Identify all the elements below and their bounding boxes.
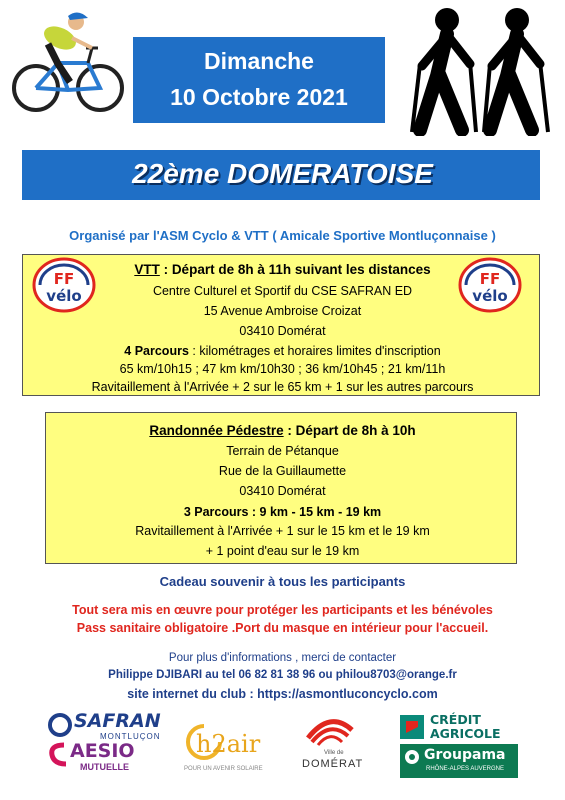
vtt-departure: Départ de 8h à 11h suivant les distances	[171, 262, 431, 277]
covid-line-1: Tout sera mis en œuvre pour protéger les participants et les bénévoles	[72, 603, 493, 617]
safran-logo	[48, 710, 178, 740]
vtt-heading	[0, 262, 565, 277]
contact-line-2: Philippe DJIBARI au tel 06 82 81 38 96 ou philou8703@orange.fr	[108, 669, 457, 681]
aesio-icon	[46, 742, 68, 768]
covid-line-2: Pass sanitaire obligatoire .Port du masque en intérieur pour l'accueil.	[76, 621, 489, 635]
safran-name: SAFRAN	[74, 710, 161, 732]
contact-line-1: Pour plus d'informations , merci de contacter	[168, 652, 397, 664]
safran-sub: MONTLUÇON	[100, 732, 161, 741]
rando-street: Rue de la Guillaumette	[218, 464, 347, 478]
vtt-address: 15 Avenue Ambroise Croizat	[203, 304, 362, 318]
vtt-parcours	[0, 344, 565, 358]
credit-agricole-logo	[398, 711, 518, 743]
vtt-label: VTT	[134, 262, 160, 277]
groupama-sub: RHÔNE-ALPES AUVERGNE	[426, 766, 505, 772]
event-date: 10 Octobre 2021	[170, 84, 348, 110]
groupama-name: Groupama	[424, 747, 506, 763]
event-date-box	[133, 37, 385, 123]
credit-agricole-icon	[398, 713, 426, 741]
groupama-logo	[400, 744, 518, 778]
domerat-logo	[292, 712, 372, 780]
rando-label: Randonnée Pédestre	[149, 423, 284, 438]
rando-city: 03410 Domérat	[239, 484, 326, 498]
gift-line: Cadeau souvenir à tous les participants	[159, 574, 406, 589]
ville-de: Ville de	[324, 750, 344, 756]
rando-place: Terrain de Pétanque	[226, 444, 339, 458]
velo-text: vélo	[472, 287, 508, 305]
event-day: Dimanche	[204, 48, 314, 74]
rando-sep: :	[283, 423, 296, 438]
rando-ravito: Ravitaillement à l'Arrivée + 1 sur le 15 km et le 19 km	[135, 524, 430, 538]
vtt-sep: :	[159, 262, 172, 277]
ff-text: FF	[53, 270, 75, 288]
h2air-logo	[182, 716, 270, 780]
ca-line1: CRÉDIT	[430, 712, 481, 727]
rando-heading	[0, 423, 565, 438]
domerat-emblem-icon	[300, 712, 360, 746]
vtt-distances: 65 km/10h15 ; 47 km km/10h30 ; 36 km/10h45 ; 21 km/11h	[119, 362, 446, 376]
vtt-place: Centre Culturel et Sportif du CSE SAFRAN ED	[152, 284, 413, 298]
h2air-name: h2air	[196, 730, 261, 758]
rando-parcours: 3 Parcours : 9 km - 15 km - 19 km	[183, 505, 382, 519]
velo-text: vélo	[46, 287, 82, 305]
organizer-line: Organisé par l'ASM Cyclo & VTT ( Amicale Sportive Montluçonnaise )	[69, 228, 496, 243]
ff-text: FF	[479, 270, 501, 288]
groupama-icon	[403, 748, 421, 766]
aesio-logo	[46, 740, 166, 776]
vtt-city: 03410 Domérat	[239, 324, 326, 338]
ca-line2: AGRICOLE	[430, 726, 501, 741]
event-title: 22ème DOMERATOISE	[132, 158, 433, 189]
rando-water: + 1 point d'eau sur le 19 km	[205, 544, 360, 558]
safran-swirl-icon	[48, 713, 72, 737]
vtt-parcours-text: : kilométrages et horaires limites d'inscription	[188, 344, 441, 358]
cyclist-illustration	[8, 8, 128, 120]
aesio-sub: MUTUELLE	[80, 762, 129, 772]
aesio-name: AESIO	[70, 740, 135, 762]
vtt-ravito: Ravitaillement à l'Arrivée + 2 sur le 65 km + 1 sur les autres parcours	[91, 380, 474, 394]
vtt-parcours-label: 4 Parcours	[124, 344, 189, 358]
domerat-name: DOMÉRAT	[302, 758, 364, 770]
walkers-illustration	[392, 4, 562, 136]
rando-departure: Départ de 8h à 10h	[295, 423, 416, 438]
h2air-sub: POUR UN AVENIR SOLAIRE	[184, 766, 263, 772]
website-link[interactable]: site internet du club : https://asmontluconcyclo.com	[127, 687, 438, 701]
